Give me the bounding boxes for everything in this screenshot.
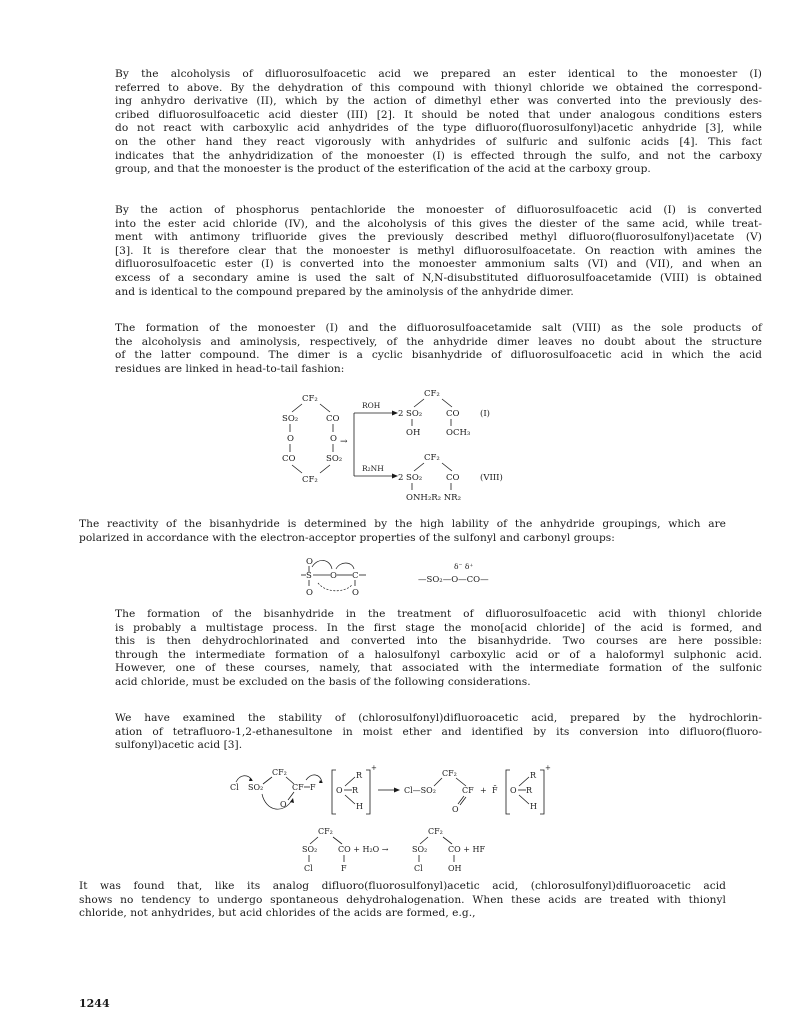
scheme-polarization	[300, 553, 540, 599]
text-line: sulfonyl)acetic acid [3].	[115, 739, 243, 752]
reagent-roh: ROH	[362, 401, 381, 410]
mech-r-mid: R	[352, 786, 359, 795]
polar-o: O	[330, 571, 337, 581]
mech-cl: Cl	[230, 783, 239, 792]
polar-charges: δ⁻ δ⁺	[454, 562, 474, 571]
mech-r-top: R	[356, 771, 363, 780]
mech2-h: H	[530, 802, 537, 811]
polar-formula: —SO₂—O—CO—	[418, 575, 489, 585]
text-line: [3]. It is therefore clear that the monoester is methyl difluorosulfoacetate. On reaction with amines the	[115, 244, 762, 257]
paragraph-6	[79, 712, 762, 753]
product-8-so2: SO₂	[406, 473, 423, 483]
svg-text:O: O	[352, 588, 359, 598]
mech-cf2: CF₂	[272, 768, 287, 777]
scheme-bisanhydride-reactions	[280, 384, 560, 506]
text-line: into the ester acid chloride (IV), and the alcoholysis of this gives the diester of the same acid, while treat-	[115, 217, 762, 230]
product-1-co: CO	[446, 409, 460, 419]
mech2-bracket-o: O	[510, 786, 517, 795]
hyd-f-a: F	[341, 864, 347, 873]
polar-c: C	[352, 571, 359, 581]
product-8-label: (VIII)	[480, 473, 503, 483]
text-line: chloride, not anhydrides, but acid chlorides of the acids are formed, e.g.,	[79, 907, 476, 920]
text-line: is probably a multistage process. In the first stage the mono[acid chloride] of the acid is formed, and	[115, 621, 762, 634]
mech2-r-mid: R	[526, 786, 533, 795]
text-line: By the alcoholysis of difluorosulfoacetic acid we prepared an ester identical to the monoester (I)	[115, 68, 762, 80]
text-line: ment with antimony trifluoride gives the previously described methyl difluoro(fluorosulfonyl)acetate (V)	[115, 231, 762, 244]
product-1-cf2: CF₂	[424, 389, 440, 399]
product-8-coef: 2	[398, 473, 404, 483]
paragraph-1	[79, 68, 762, 177]
hyd-so2-b: SO₂	[412, 845, 428, 854]
mech-charge-plus: +	[371, 764, 377, 772]
product-1-coef: 2	[398, 409, 404, 419]
scheme-mechanism	[228, 764, 578, 826]
text-line: cribed difluorosulfoacetic acid diester (III) [2]. It should be noted that under analogous conditions esters	[115, 108, 762, 121]
product-1-so2: SO₂	[406, 409, 423, 419]
paragraph-7	[79, 880, 726, 921]
text-line: excess of a secondary amine is used the salt of N,N-disubstituted difluorosulfoacetamide (VIII) is obtained	[115, 271, 762, 284]
mech-o: O	[280, 800, 287, 809]
mech-so2: SO₂	[248, 783, 264, 792]
text-line: referred to above. By the dehydration of this compound with thionyl chloride we obtained the correspond-	[115, 81, 762, 94]
mech2-r-top: R	[530, 771, 537, 780]
reagent-r2nh: R₂NH	[362, 464, 384, 473]
text-line: group, and that the monoester is the product of the esterification of the acid at the carboxy group.	[115, 163, 651, 176]
product-1-oh: OH	[406, 428, 421, 438]
hyd-cf2-b: CF₂	[428, 827, 443, 836]
text-line: and is identical to the compound prepared by the aminolysis of the anhydride dimer.	[115, 285, 574, 298]
text-line: through the intermediate formation of a halosulfonyl carboxylic acid or of a haloformyl sulphonic acid.	[115, 648, 762, 661]
text-line: By the action of phosphorus pentachloride the monoester of difluorosulfoacetic acid (I) is converted	[115, 204, 762, 216]
ring-cf2-bottom: CF₂	[302, 475, 318, 485]
mech-product-cf: CF	[462, 786, 474, 795]
mech-f: F	[310, 783, 316, 792]
mech-product-cf2: CF₂	[442, 769, 457, 778]
mech-f-minus: F̄	[492, 786, 498, 795]
paragraph-3	[79, 322, 762, 376]
polar-o-top: O	[306, 557, 313, 567]
text-line: do not react with carboxylic acid anhydrides of the type difluoro(fluorosulfonyl)acetic anhydride [3], while	[115, 122, 762, 135]
text-line: The formation of the monoester (I) and the difluorosulfoacetamide salt (VIII) as the sole products of	[115, 322, 762, 334]
text-line: this is then dehydrochlorinated and converted into the bisanhydride. Two courses are here possible:	[115, 635, 762, 648]
text-line: difluorosulfoacetic ester (I) is converted into the monoester ammonium salts (VI) and (VII), and when an	[115, 258, 762, 271]
hyd-cf2-a: CF₂	[318, 827, 333, 836]
text-line: shows no tendency to undergo spontaneous dehydrohalogenation. When these acids are treated with thionyl	[79, 893, 726, 906]
text-line: The formation of the bisanhydride in the treatment of difluorosulfoacetic acid with thionyl chloride	[115, 608, 762, 620]
text-line: residues are linked in head-to-tail fashion:	[115, 362, 345, 375]
ring-co-right: CO	[326, 414, 340, 424]
svg-text:+: +	[545, 764, 551, 772]
hyd-co-a: CO + H₂O →	[338, 845, 389, 854]
mech-plus: +	[480, 786, 487, 795]
text-line: polarized in accordance with the electron-acceptor properties of the sulfonyl and carbonyl groups:	[79, 531, 615, 544]
product-1-label: (I)	[480, 409, 490, 419]
product-8-substituents: ONH₂R₂ NR₂	[406, 493, 461, 503]
text-line: acid chloride, must be excluded on the basis of the following considerations.	[115, 675, 531, 688]
paragraph-4	[79, 518, 726, 545]
scheme-hydrolysis	[300, 826, 520, 876]
text-line: the alcoholysis and aminolysis, respectively, of the anhydride dimer leaves no doubt about the structure	[115, 335, 762, 348]
hyd-so2-a: SO₂	[302, 845, 318, 854]
mech-product-clso2: Cl—SO₂	[404, 786, 436, 795]
text-line: ation of tetrafluoro-1,2-ethanesultone in moist ether and identified by its conversion into difluoro(fluoro-	[115, 725, 762, 738]
hyd-cl-b: Cl	[414, 864, 423, 873]
mech-h: H	[356, 802, 363, 811]
paragraph-2	[79, 204, 762, 299]
text-line: of the latter compound. The dimer is a cyclic bisanhydride of difluorosulfoacetic acid in which the acid	[115, 349, 762, 362]
text-line: We have examined the stability of (chlorosulfonyl)difluoroacetic acid, prepared by the hydrochlorin-	[115, 712, 762, 724]
text-line: However, one of these courses, namely, that associated with the intermediate formation of the sulfonic	[115, 662, 762, 675]
mech-cf: CF	[292, 783, 304, 792]
ring-o-left: O	[287, 434, 294, 444]
ring-o-right: O	[330, 434, 337, 444]
text-line: It was found that, like its analog difluoro(fluorosulfonyl)acetic acid, (chlorosulfonyl)difluoroacetic acid	[79, 880, 726, 892]
ring-co-left: CO	[282, 454, 296, 464]
ring-cf2-top: CF₂	[302, 394, 318, 404]
text-line: The reactivity of the bisanhydride is determined by the high lability of the anhydride groupings, which are	[79, 518, 726, 530]
text-line: on the other hand they react vigorously with anhydrides of sulfuric and sulfonic acids [4]. This fact	[115, 135, 762, 148]
product-8-co: CO	[446, 473, 460, 483]
paragraph-5	[79, 608, 762, 690]
svg-text:→: →	[340, 437, 348, 447]
page-number: 1244	[79, 997, 110, 1010]
polar-o-bottom: O	[306, 588, 313, 598]
ring-so2-left: SO₂	[282, 414, 299, 424]
hyd-co-b: CO + HF	[448, 845, 485, 854]
hyd-cl-a: Cl	[304, 864, 313, 873]
mech-product-o: O	[452, 805, 459, 814]
ring-so2-right: SO₂	[326, 454, 343, 464]
product-8-cf2: CF₂	[424, 453, 440, 463]
text-line: ing anhydro derivative (II), which by the action of dimethyl ether was converted into the previously des-	[115, 95, 762, 108]
hyd-oh-b: OH	[448, 864, 462, 873]
text-line: indicates that the anhydridization of the monoester (I) is effected through the sulfo, and not the carboxy	[115, 149, 762, 162]
mech-bracket-o: O	[336, 786, 343, 795]
polar-s: S	[306, 571, 312, 581]
product-1-och3: OCH₃	[446, 428, 471, 438]
